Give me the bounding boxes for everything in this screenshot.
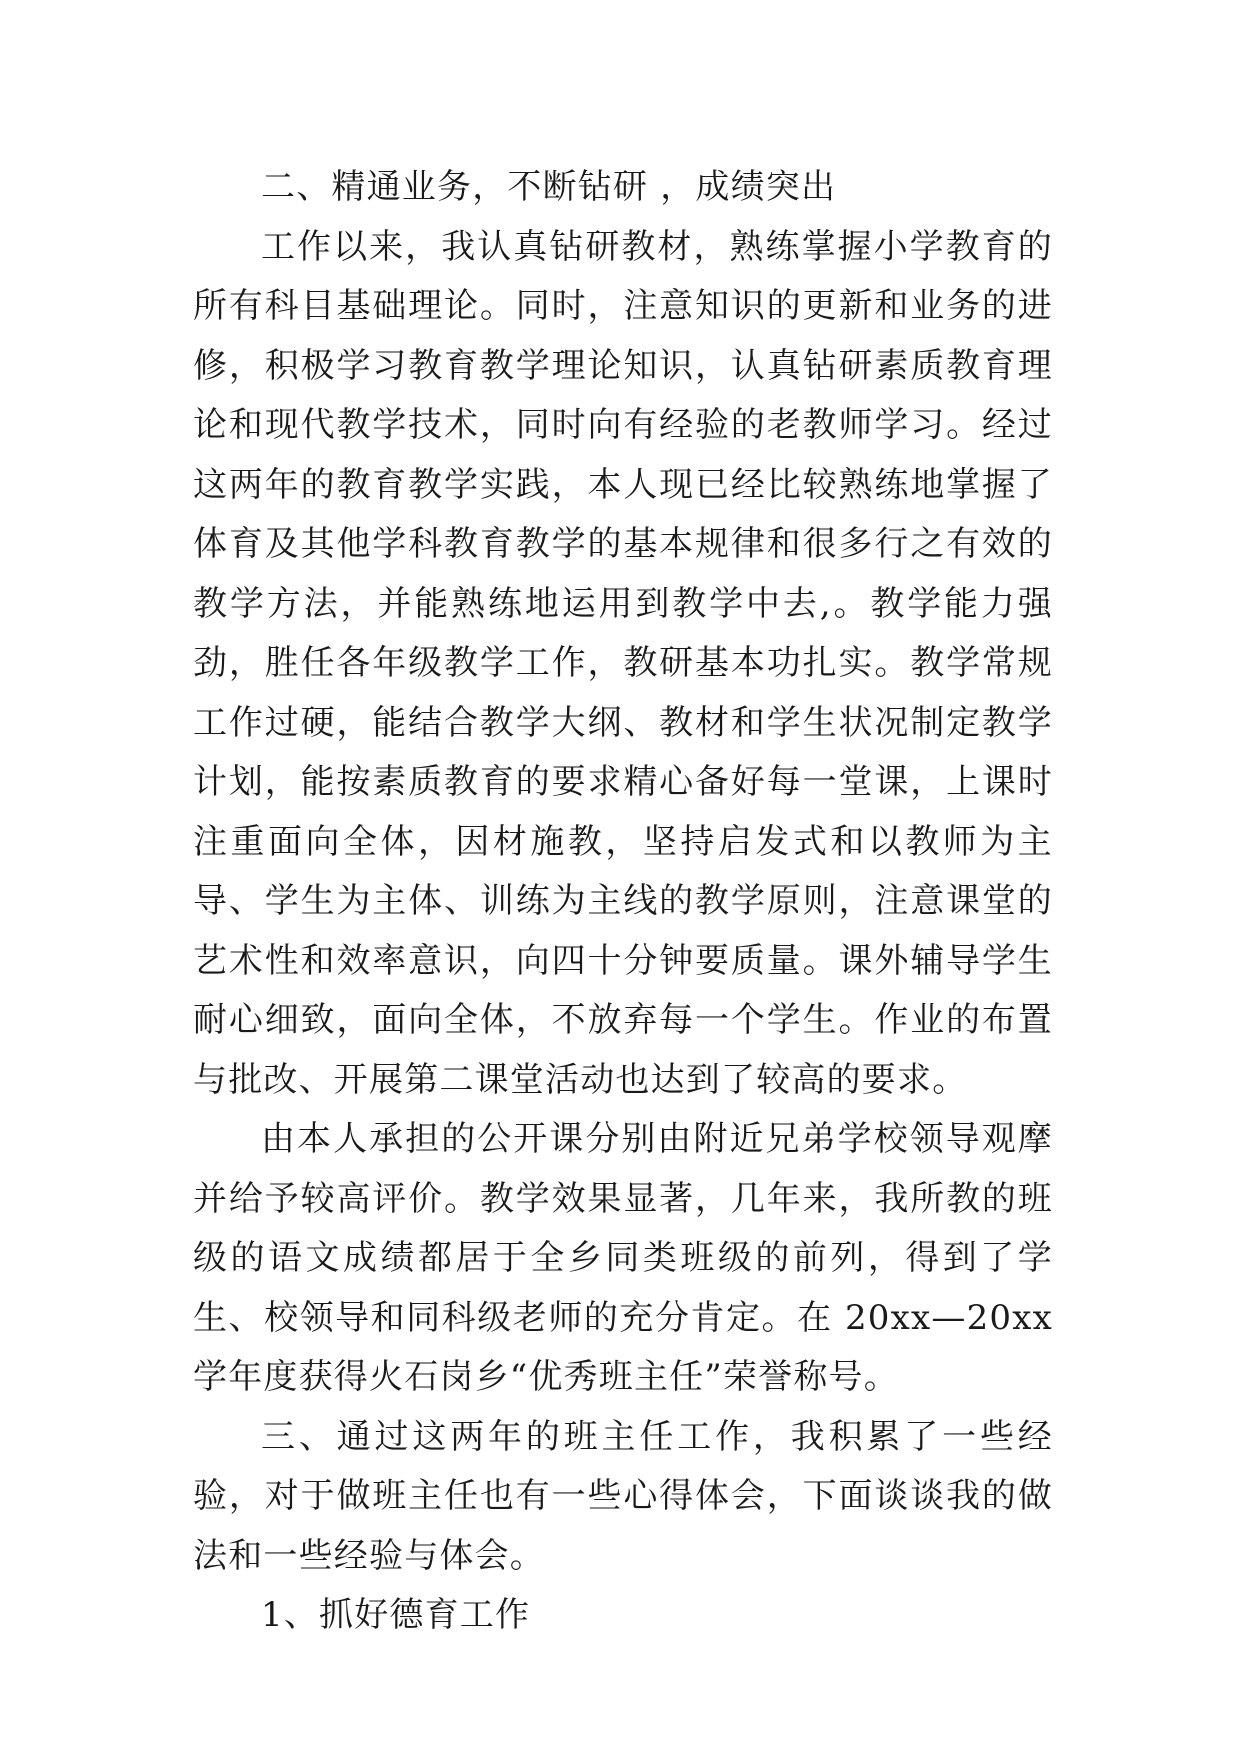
sub-heading: 1、抓好德育工作 [261, 1595, 531, 1635]
paragraph: 由本人承担的公开课分别由附近兄弟学校领导观摩并给予较高评价。教学效果显著，几年来，我所教的班级的语文成绩都居于全乡同类班级的前列，得到了学生、校领导和同科级老师的充分肯定。在 20xx—20xx 学年度获得火石岗乡“优秀班主任”荣誉称号。 [193, 1119, 1053, 1397]
section-heading: 二、精通业务，不断钻研 ，成绩突出 [261, 167, 837, 207]
paragraph: 三、通过这两年的班主任工作，我积累了一些经验，对于做班主任也有一些心得体会，下面谈谈我的做法和一些经验与体会。 [193, 1416, 1053, 1576]
document-body [193, 158, 1053, 1646]
paragraph: 工作以来，我认真钻研教材，熟练掌握小学教育的所有科目基础理论。同时，注意知识的更新和业务的进修，积极学习教育教学理论知识，认真钻研素质教育理论和现代教学技术，同时向有经验的老教师学习。经过这两年的教育教学实践，本人现已经比较熟练地掌握了体育及其他学科教育教学的基本规律和很多行之有效的教学方法，并能熟练地运用到教学中去,。教学能力强劲，胜任各年级教学工作，教研基本功扎实。教学常规工作过硬，能结合教学大纲、教材和学生状况制定教学计划，能按素质教育的要求精心备好每一堂课，上课时注重面向全体，因材施教，坚持启发式和以教师为主导、学生为主体、训练为主线的教学原则，注意课堂的艺术性和效率意识，向四十分钟要质量。课外辅导学生耐心细致，面向全体，不放弃每一个学生。作业的布置与批改、开展第二课堂活动也达到了较高的要求。 [193, 226, 1053, 1100]
